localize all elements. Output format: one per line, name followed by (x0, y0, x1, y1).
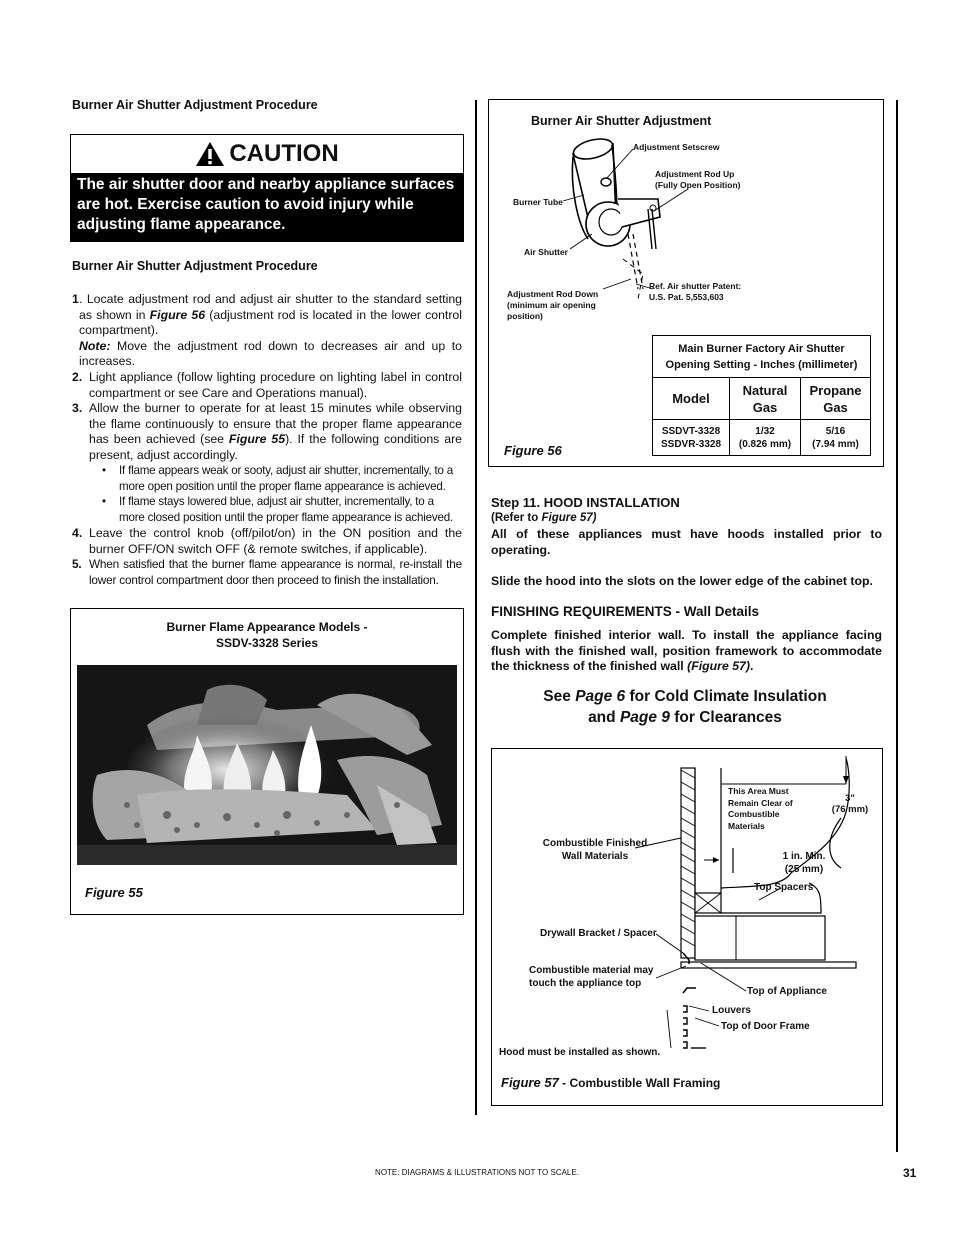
caution-box (70, 134, 464, 242)
figure-56-title: Burner Air Shutter Adjustment (531, 114, 712, 128)
column-divider (475, 100, 477, 1115)
label-3-inch: 3" (76 mm) (831, 793, 869, 815)
section-heading-procedure: Burner Air Shutter Adjustment Procedure (72, 259, 318, 273)
note-label: Note: (79, 338, 111, 353)
page-9-link[interactable]: Page 9 (619, 709, 670, 726)
page-right-rule (896, 100, 898, 1152)
label-top-spacers: Top Spacers (754, 882, 814, 893)
col-header-model: Model (653, 378, 730, 420)
warning-triangle-icon (195, 141, 225, 167)
label-louvers: Louvers (712, 1005, 751, 1016)
figure-ref: Figure 55 (228, 432, 286, 447)
step-4 (72, 526, 462, 558)
label-patent: Ref. Air shutter Patent: U.S. Pat. 5,553,603 (649, 281, 742, 302)
step-number: 2. (72, 370, 83, 384)
table-title: Main Burner Factory Air Shutter Opening Setting - Inches (millimeter) (653, 336, 871, 378)
page-references: See Page 6 for Cold Climate Insulation and Page 9 for Clearances (543, 688, 827, 726)
label-setscrew: Adjustment Setscrew (633, 142, 720, 152)
label-drywall: Drywall Bracket / Spacer (540, 928, 657, 939)
finishing-heading: FINISHING REQUIREMENTS - Wall Details (491, 604, 760, 619)
cell-propane: 5/16 (7.94 mm) (801, 420, 871, 456)
label-finished-wall: Combustible Finished Wall Materials (542, 838, 648, 862)
figure-55-box (70, 608, 464, 915)
footer-note: NOTE: DIAGRAMS & ILLUSTRATIONS NOT TO SCALE. (375, 1168, 579, 1177)
step-text: Leave the control knob (off/pilot/on) in the ON position and the burner OFF/ON switch OFF (& remote switches, if applicable). (89, 526, 462, 556)
step-11-refer: (Refer to Figure 57) (491, 512, 597, 524)
cell-natural: 1/32 (0.826 mm) (730, 420, 801, 456)
cell-model: SSDVT-3328 SSDVR-3328 (653, 420, 730, 456)
step-5 (72, 557, 462, 589)
step-11-heading: Step 11. HOOD INSTALLATION (491, 495, 680, 510)
label-rod-up: Adjustment Rod Up (Fully Open Position) (655, 169, 741, 190)
caution-text: The air shutter door and nearby appliance surfaces are hot. Exercise caution to avoid injury while adjusting flame appearance. (71, 173, 463, 241)
section-heading-top: Burner Air Shutter Adjustment Procedure (72, 98, 318, 112)
step-text: . Locate adjustment rod and adjust air shutter to the standard setting as shown in Figure 56 (adjustment rod is located in the lower control compartment). Note: Move the adjustment rod down to decreases air and up to increases. (79, 292, 463, 369)
step-number: 3. (72, 401, 83, 415)
col-header-propane: Propane Gas (801, 378, 871, 420)
step-number: 4. (72, 526, 83, 540)
step-text: Light appliance (follow lighting procedure on lighting label in control compartment or see Care and Operations manual). (89, 370, 462, 400)
page-number: 31 (903, 1166, 917, 1180)
step-2 (72, 370, 462, 402)
figure-ref: Figure 56 (149, 307, 206, 322)
label-hood: Hood must be installed as shown. (499, 1047, 661, 1058)
step-3 (72, 401, 462, 465)
step-text: When satisfied that the burner flame appearance is normal, re-install the lower control compartment door then proceed to finish the installation. (89, 557, 462, 587)
page-6-link[interactable]: Page 6 (575, 688, 626, 705)
label-rod-down: Adjustment Rod Down (minimum air opening position) (507, 289, 599, 321)
step-11-text-2: Slide the hood into the slots on the lower edge of the cabinet top. (491, 574, 873, 588)
air-shutter-spec-table (652, 335, 871, 456)
label-touch-top: Combustible material may touch the appliance top (529, 965, 654, 989)
flame-appearance-photo (77, 665, 457, 865)
finishing-text: Complete finished interior wall. To install the appliance facing flush with the finished wall, position framework to accommodate the thickness of the finished wall (Figure 57). (491, 628, 882, 674)
label-air-shutter: Air Shutter (524, 247, 568, 257)
figure-55-title: Burner Flame Appearance Models - SSDV-3328 Series (166, 620, 368, 650)
label-clear-area: This Area Must Remain Clear of Combustible Materials (728, 786, 793, 831)
step-text: Allow the burner to operate for at least 15 minutes while observing the flame continuously to ensure that the proper flame appearance has been achieved (see Figure 55). If the following conditions are present, adjust accordingly. (89, 401, 462, 462)
table-row (653, 420, 871, 456)
label-top-of-appliance: Top of Appliance (747, 986, 827, 997)
figure-57-caption: Figure 57 - Combustible Wall Framing (501, 1075, 721, 1090)
caution-header (71, 135, 463, 173)
step-11-text-1: All of these appliances must have hoods installed prior to operating. (491, 527, 882, 557)
figure-55-caption: Figure 55 (85, 885, 143, 900)
col-header-natural: Natural Gas (730, 378, 801, 420)
step-1 (72, 292, 462, 370)
caution-title: CAUTION (229, 140, 339, 167)
figure-56-caption: Figure 56 (504, 443, 562, 458)
wall-framing-diagram (491, 748, 881, 1068)
step-number: 5. (72, 557, 82, 571)
label-1-inch-min: 1 in. Min. (25 mm) (782, 851, 826, 875)
label-burner-tube: Burner Tube (513, 197, 563, 207)
step-number: 1 (72, 292, 79, 306)
label-door-frame: Top of Door Frame (721, 1021, 810, 1032)
